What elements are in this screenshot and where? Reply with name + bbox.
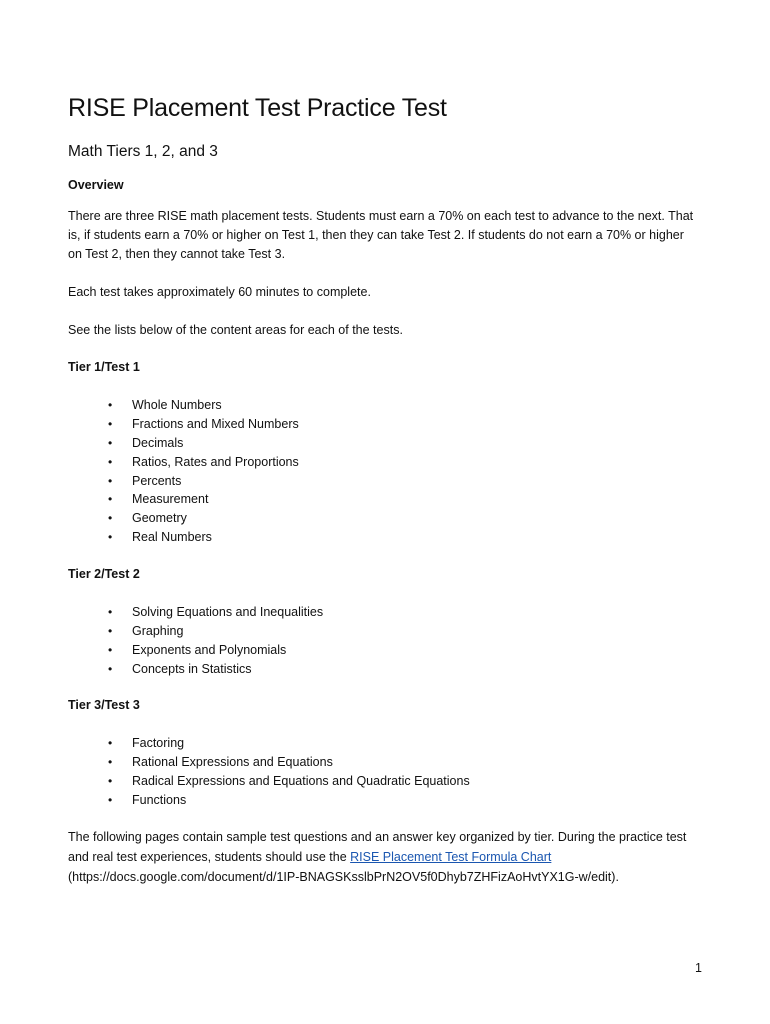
tier-2-list — [108, 603, 323, 679]
overview-heading: Overview — [68, 178, 124, 192]
intro-paragraph: There are three RISE math placement tests. Students must earn a 70% on each test to advance to the next. That is, if students earn a 70% or higher on Test 1, then they can take Test 2. If students do not earn a 70% or higher on Test 2, then they cannot take Test 3. — [68, 209, 694, 261]
duration-paragraph: Each test takes approximately 60 minutes to complete. — [68, 285, 371, 299]
list-item: • Real Numbers — [108, 528, 299, 547]
content-areas-paragraph: See the lists below of the content areas for each of the tests. — [68, 323, 403, 337]
list-item: • Geometry — [108, 509, 299, 528]
tier-3-heading: Tier 3/Test 3 — [68, 698, 140, 712]
page-title: RISE Placement Test Practice Test — [68, 94, 447, 122]
formula-chart-link[interactable]: RISE Placement Test Formula Chart — [350, 850, 552, 864]
tier-2-heading: Tier 2/Test 2 — [68, 567, 140, 581]
page-number: 1 — [695, 961, 702, 975]
list-item: • Rational Expressions and Equations — [108, 753, 470, 772]
page-subtitle: Math Tiers 1, 2, and 3 — [68, 143, 218, 160]
closing-paragraph — [68, 827, 708, 887]
closing-text-after-link: (https://docs.google.com/document/d/1IP-BNAGSKsslbPrN2OV5f0Dhyb7ZHFizAoHvtYX1G-w/edit). — [68, 870, 619, 884]
tier-1-list — [108, 396, 299, 547]
list-item: • Radical Expressions and Equations and Quadratic Equations — [108, 772, 470, 791]
list-item: • Exponents and Polynomials — [108, 641, 323, 660]
tier-3-list — [108, 734, 470, 810]
list-item: • Factoring — [108, 734, 470, 753]
closing-text-before-link: The following pages contain sample test questions and an answer key organized by tier. During the practice test and real test experiences, students should use the — [68, 830, 687, 864]
list-item: • Fractions and Mixed Numbers — [108, 415, 299, 434]
list-item: • Graphing — [108, 622, 323, 641]
list-item: • Decimals — [108, 434, 299, 453]
tier-1-heading: Tier 1/Test 1 — [68, 360, 140, 374]
list-item: • Solving Equations and Inequalities — [108, 603, 323, 622]
list-item: • Functions — [108, 791, 470, 810]
list-item: • Measurement — [108, 490, 299, 509]
list-item: • Percents — [108, 472, 299, 491]
list-item: • Ratios, Rates and Proportions — [108, 453, 299, 472]
list-item: • Concepts in Statistics — [108, 660, 323, 679]
list-item: • Whole Numbers — [108, 396, 299, 415]
